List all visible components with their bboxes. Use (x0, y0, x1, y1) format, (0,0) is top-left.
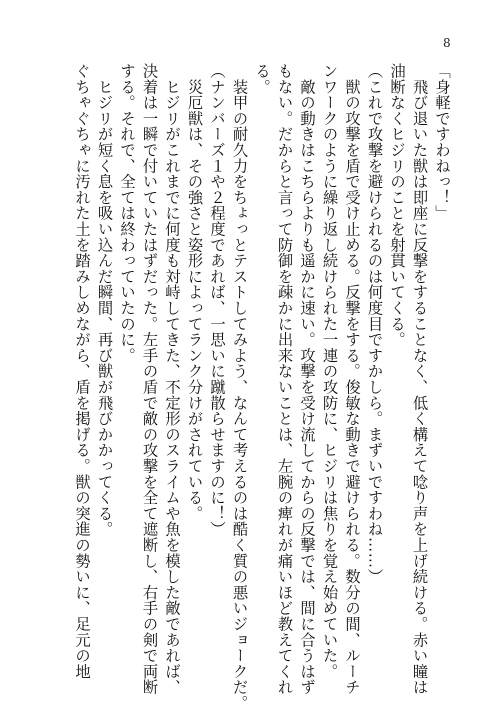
text-line: する。それで、全ては終わっていたのに。 (118, 63, 136, 364)
text-line: 敵の動きはこちらよりも遥かに速い。攻撃を受け流してからの反撃では、間に合うはず (298, 63, 316, 695)
text-line: （ナンバーズ１や２程度であれば、一思いに蹴散らせますのに！） (208, 63, 226, 537)
text-line: 油断なくヒジリのことを射貫いてくる。 (388, 63, 406, 348)
text-line: 災厄獣は、その強さと姿形によってランク分けがされている。 (185, 63, 204, 522)
text-line: 決着は一瞬で付いていたはずだった。左手の盾で敵の攻撃を全て遮断し、右手の剣で両断 (140, 63, 159, 695)
text-line: もない。だからと言って防御を疎かに出来ないことは、左腕の痺れが痛いほど教えてくれ (275, 63, 294, 695)
text-line: （これで攻撃を避けられるのは何度目ですかしら。まずいですわね……） (365, 63, 384, 585)
text-line: 飛び退いた獣は即座に反撃をすることなく、低く構えて唸り声を上げ続ける。赤い瞳は (410, 63, 429, 695)
page-number: 8 (443, 36, 451, 50)
text-line: る。 (253, 63, 271, 95)
text-line: 装甲の耐久力をちょっとテストしてみよう、なんて考えるのは酷く質の悪いジョークだ。 (230, 63, 249, 711)
text-line: 獣の攻撃を盾で受け止める。反撃をする。俊敏な動きで避けられる。数分の間、ルーチ (343, 63, 361, 695)
text-line: ヒジリが短く息を吸い込んだ瞬間、再び獣が飛びかかってくる。 (95, 63, 114, 537)
text-line: ぐちゃぐちゃに汚れた土を踏みしめながら、盾を掲げる。獣の突進の勢いに、足元の地 (73, 63, 91, 680)
vertical-text-body (58, 63, 453, 711)
text-line: ンワークのように繰り返し続けられた一連の攻防に、ヒジリは焦りを覚え始めていた。 (320, 63, 339, 680)
text-line: 「身軽ですわねっ！」 (433, 63, 451, 221)
text-line: ヒジリがこれまでに何度も対峙してきた、不定形のスライムや魚を模した敵であれば、 (163, 63, 181, 695)
